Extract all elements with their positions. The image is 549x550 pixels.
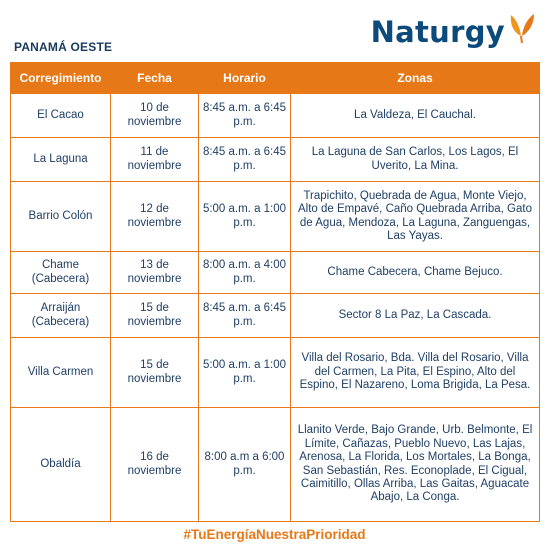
horario-cell: 5:00 a.m. a 1:00 p.m. [199,182,291,252]
table-row [11,252,540,294]
fecha-cell: 13 de noviembre [111,252,199,294]
zonas-cell: Llanito Verde, Bajo Grande, Urb. Belmonte, El Límite, Cañazas, Pueblo Nuevo, Las Lajas, Arenosa, La Florida, Los Mortales, La Bonga, San Sebastián, Res. Econoplade, El Cigual, Caimitillo, Ollas Arriba, Las Gaitas, Aguacate Abajo, La Conga. [291,408,540,522]
fecha-cell: 16 de noviembre [111,408,199,522]
fecha-cell: 15 de noviembre [111,338,199,408]
fecha-cell: 11 de noviembre [111,138,199,182]
table-row [11,94,540,138]
corregimiento-cell: Villa Carmen [11,338,111,408]
zonas-cell: Chame Cabecera, Chame Bejuco. [291,252,540,294]
zonas-cell: Trapichito, Quebrada de Agua, Monte Viejo, Alto de Empavé, Caño Quebrada Arriba, Gato de Agua, Mendoza, La Laguna, Zanguengas, Las Yayas. [291,182,540,252]
butterfly-icon [507,12,537,44]
corregimiento-cell: La Laguna [11,138,111,182]
zonas-cell: La Laguna de San Carlos, Los Lagos, El Uverito, La Mina. [291,138,540,182]
header-fecha: Fecha [111,63,199,94]
zonas-cell: Sector 8 La Paz, La Cascada. [291,294,540,338]
fecha-cell: 12 de noviembre [111,182,199,252]
fecha-cell: 10 de noviembre [111,94,199,138]
header-zonas: Zonas [291,63,540,94]
header-horario: Horario [199,63,291,94]
brand-name: Naturgy [370,15,505,49]
table-row [11,138,540,182]
region-title: PANAMÁ OESTE [14,40,113,54]
footer-hashtag: #TuEnergíaNuestraPrioridad [183,527,366,542]
corregimiento-cell: El Cacao [11,94,111,138]
corregimiento-cell: Chame (Cabecera) [11,252,111,294]
horario-cell: 8:00 a.m. a 4:00 p.m. [199,252,291,294]
header-corregimiento: Corregimiento [11,63,111,94]
table-row [11,338,540,408]
table-row [11,294,540,338]
corregimiento-cell: Obaldía [11,408,111,522]
corregimiento-cell: Arraiján (Cabecera) [11,294,111,338]
zonas-cell: La Valdeza, El Cauchal. [291,94,540,138]
horario-cell: 5:00 a.m. a 1:00 p.m. [199,338,291,408]
horario-cell: 8:45 a.m. a 6:45 p.m. [199,94,291,138]
horario-cell: 8:45 a.m. a 6:45 p.m. [199,138,291,182]
schedule-table [10,62,540,522]
horario-cell: 8:45 a.m. a 6:45 p.m. [199,294,291,338]
fecha-cell: 15 de noviembre [111,294,199,338]
horario-cell: 8:00 a.m a 6:00 p.m. [199,408,291,522]
zonas-cell: Villa del Rosario, Bda. Villa del Rosario, Villa del Carmen, La Pita, El Espino, Alto del Espino, El Nazareno, Loma Brigida, La Pesa. [291,338,540,408]
corregimiento-cell: Barrio Colón [11,182,111,252]
naturgy-logo [371,12,537,52]
table-row [11,182,540,252]
table-row [11,408,540,522]
table-header-row [11,63,540,94]
